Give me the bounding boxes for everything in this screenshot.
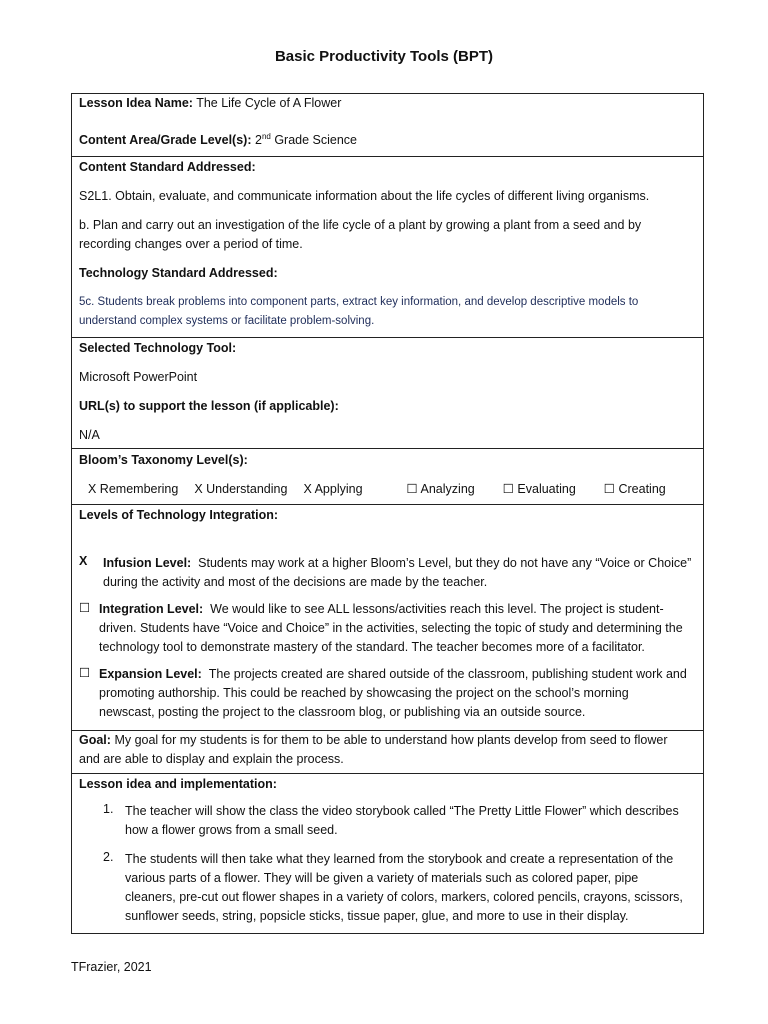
tech-standard-line1: 5c. Students break problems into component parts, extract key information, and develop descriptive models to bbox=[79, 296, 639, 308]
list-item-line: cleaners, pre-cut out flower shapes in a variety of colors, markers, colored pencils, crayons, scissors, bbox=[125, 890, 683, 904]
integration-checkbox-icon: ☐ bbox=[79, 601, 91, 615]
list-item-line: how a flower grows from a small seed. bbox=[125, 823, 338, 837]
list-item-line: The teacher will show the class the video storybook called “The Pretty Little Flower” which describes bbox=[125, 804, 679, 818]
tech-standard-line2: understand complex systems or facilitate problem-solving. bbox=[79, 315, 375, 327]
integration-title: Integration Level: bbox=[99, 602, 204, 616]
expansion-title: Expansion Level: bbox=[99, 667, 202, 681]
blooms-section bbox=[72, 449, 703, 505]
infusion-line2: during the activity and most of the decisions are made by the teacher. bbox=[103, 575, 488, 589]
grade-level-row bbox=[79, 131, 696, 150]
tool-section bbox=[72, 338, 703, 449]
footer-author: TFrazier, 2021 bbox=[71, 960, 152, 974]
lesson-plan-table bbox=[71, 93, 704, 934]
list-item-line: The students will then take what they learned from the storybook and create a representation of the bbox=[125, 852, 674, 866]
blooms-understanding: X Understanding bbox=[194, 482, 288, 496]
content-standard-b-line1: b. Plan and carry out an investigation of the life cycle of a plant by growing a plant from a seed and by bbox=[79, 218, 642, 232]
lesson-name-label: Lesson Idea Name: bbox=[79, 96, 193, 110]
integration-section bbox=[72, 505, 703, 731]
lesson-name-row bbox=[79, 94, 696, 113]
goal-line2: and are able to display and explain the process. bbox=[79, 752, 344, 766]
list-item-line: various parts of a flower. They will be given a variety of materials such as colored paper, pipe bbox=[125, 871, 639, 885]
grade-level-label: Content Area/Grade Level(s): bbox=[79, 133, 252, 147]
infusion-line1: Students may work at a higher Bloom’s Level, but they do not have any “Voice or Choice” bbox=[198, 556, 692, 570]
list-item bbox=[79, 850, 696, 926]
infusion-level bbox=[79, 554, 696, 592]
blooms-evaluating: ☐ Evaluating bbox=[502, 482, 576, 496]
infusion-title: Infusion Level: bbox=[103, 556, 192, 570]
integration-level bbox=[79, 600, 696, 657]
list-item-line: sunflower seeds, string, popsicle sticks, tissue paper, glue, and more to use in their display. bbox=[125, 909, 629, 923]
tech-standard-label: Technology Standard Addressed: bbox=[79, 266, 278, 280]
grade-level-value: Grade Science bbox=[274, 133, 358, 147]
blooms-levels bbox=[79, 480, 696, 499]
lesson-name-value: The Life Cycle of A Flower bbox=[196, 96, 342, 110]
blooms-remembering: X Remembering bbox=[88, 482, 179, 496]
goal-line1: My goal for my students is for them to be able to understand how plants develop from seed to flower bbox=[114, 733, 668, 747]
content-standard-b-line2: recording changes over a period of time. bbox=[79, 237, 303, 251]
standards-section bbox=[72, 157, 703, 338]
integration-label: Levels of Technology Integration: bbox=[79, 508, 279, 522]
list-item-number: 1. bbox=[103, 802, 114, 816]
expansion-line2: promoting authorship. This could be reached by showcasing the project on the school’s morning bbox=[99, 686, 629, 700]
infusion-mark: X bbox=[79, 554, 88, 568]
list-item-number: 2. bbox=[103, 850, 114, 864]
list-item bbox=[79, 802, 696, 840]
content-standard-text: S2L1. Obtain, evaluate, and communicate information about the life cycles of different living organisms. bbox=[79, 189, 650, 203]
blooms-applying: X Applying bbox=[303, 482, 363, 496]
expansion-line1: The projects created are shared outside of the classroom, publishing student work and bbox=[208, 667, 687, 681]
integration-line2: driven. Students have “Voice and Choice” in the activities, selecting the topic of study and determining the bbox=[99, 621, 683, 635]
content-standard-label: Content Standard Addressed: bbox=[79, 160, 256, 174]
tool-value: Microsoft PowerPoint bbox=[79, 370, 198, 384]
integration-line1: We would like to see ALL lessons/activities reach this level. The project is student- bbox=[210, 602, 664, 616]
goal-section bbox=[72, 731, 703, 774]
blooms-analyzing: ☐ Analyzing bbox=[406, 482, 475, 496]
document-title: Basic Productivity Tools (BPT) bbox=[274, 48, 494, 65]
integration-line3: technology tool to demonstrate mastery of the standard. The teacher becomes more of a facilitator. bbox=[99, 640, 645, 654]
blooms-label: Bloom’s Taxonomy Level(s): bbox=[79, 453, 248, 467]
url-label: URL(s) to support the lesson (if applicable): bbox=[79, 399, 339, 413]
lesson-info-section bbox=[72, 94, 703, 157]
expansion-line3: newscast, posting the project to the classroom blog, or publishing via an outside source. bbox=[99, 705, 586, 719]
goal-label: Goal: bbox=[79, 733, 111, 747]
implementation-label: Lesson idea and implementation: bbox=[79, 777, 277, 791]
tool-label: Selected Technology Tool: bbox=[79, 341, 237, 355]
url-value: N/A bbox=[79, 428, 100, 442]
grade-number: 2 bbox=[254, 133, 262, 147]
blooms-creating: ☐ Creating bbox=[603, 482, 666, 496]
expansion-checkbox-icon: ☐ bbox=[79, 666, 91, 680]
expansion-level bbox=[79, 665, 696, 722]
grade-suffix: nd bbox=[261, 131, 271, 141]
implementation-section bbox=[72, 774, 703, 933]
